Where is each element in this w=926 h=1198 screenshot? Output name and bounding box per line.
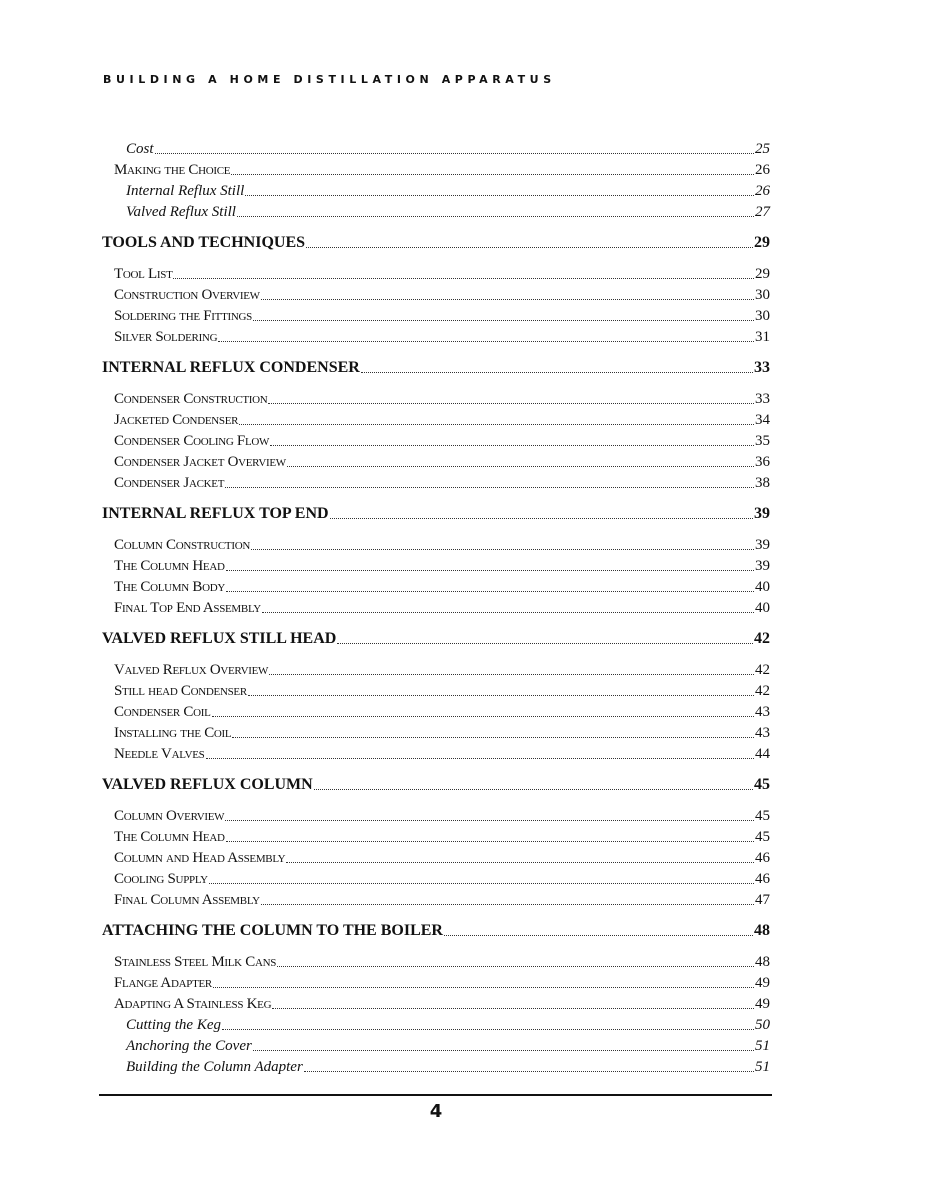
toc-entry-title: INTERNAL REFLUX CONDENSER	[102, 359, 360, 376]
dot-leader	[337, 643, 753, 644]
toc-entry-title: Silver Soldering	[114, 329, 218, 345]
dot-leader	[269, 674, 754, 675]
dot-leader	[155, 153, 754, 154]
toc-entry-page: 33	[754, 359, 770, 376]
toc-entry-page: 36	[755, 454, 770, 470]
toc-section-entry[interactable]	[102, 324, 770, 346]
dot-leader	[277, 966, 754, 967]
toc-section-entry[interactable]	[102, 741, 770, 763]
dot-leader	[213, 987, 754, 988]
dot-leader	[270, 445, 754, 446]
toc-section-entry[interactable]	[102, 699, 770, 721]
toc-section-entry[interactable]	[102, 803, 770, 825]
toc-entry-page: 26	[755, 183, 770, 199]
toc-entry-title: Internal Reflux Still	[126, 183, 245, 199]
toc-chapter-entry[interactable]	[102, 230, 770, 252]
toc-entry-page: 30	[755, 287, 770, 303]
toc-entry-page: 39	[754, 505, 770, 522]
dot-leader	[231, 174, 754, 175]
dot-leader	[239, 424, 754, 425]
toc-entry-page: 39	[755, 537, 770, 553]
toc-section-entry[interactable]	[102, 991, 770, 1013]
toc-entry-title: The Column Head	[114, 829, 225, 845]
toc-section-entry[interactable]	[102, 157, 770, 179]
toc-section-entry[interactable]	[102, 678, 770, 700]
toc-section-entry[interactable]	[102, 449, 770, 471]
toc-entry-page: 43	[755, 725, 770, 741]
dot-leader	[287, 466, 754, 467]
toc-entry-title: Valved Reflux Still	[126, 204, 236, 220]
toc-entry-title: Column Overview	[114, 808, 225, 824]
dot-leader	[306, 247, 753, 248]
toc-entry-page: 27	[755, 204, 770, 220]
toc-entry-page: 44	[755, 746, 770, 762]
toc-subsection-entry[interactable]	[102, 178, 770, 200]
toc-entry-title: Condenser Jacket Overview	[114, 454, 286, 470]
toc-entry-page: 31	[755, 329, 770, 345]
toc-subsection-entry[interactable]	[102, 199, 770, 221]
toc-section-entry[interactable]	[102, 720, 770, 742]
toc-section-entry[interactable]	[102, 595, 770, 617]
toc-entry-title: Column and Head Assembly	[114, 850, 286, 866]
dot-leader	[262, 612, 754, 613]
toc-entry-page: 39	[755, 558, 770, 574]
toc-entry-title: Condenser Coil	[114, 704, 211, 720]
dot-leader	[330, 518, 753, 519]
toc-entry-title: Final Column Assembly	[114, 892, 260, 908]
toc-section-entry[interactable]	[102, 303, 770, 325]
toc-entry-title: ATTACHING THE COLUMN TO THE BOILER	[102, 922, 443, 939]
toc-chapter-entry[interactable]	[102, 355, 770, 377]
toc-entry-page: 30	[755, 308, 770, 324]
dot-leader	[212, 716, 754, 717]
toc-entry-page: 26	[755, 162, 770, 178]
toc-section-entry[interactable]	[102, 970, 770, 992]
toc-section-entry[interactable]	[102, 261, 770, 283]
toc-entry-page: 46	[755, 871, 770, 887]
page-number: 4	[429, 1101, 443, 1122]
toc-entry-page: 42	[755, 662, 770, 678]
dot-leader	[173, 278, 754, 279]
toc-entry-title: Cost	[126, 141, 154, 157]
toc-entry-title: TOOLS AND TECHNIQUES	[102, 234, 306, 251]
toc-entry-page: 29	[755, 266, 770, 282]
toc-subsection-entry[interactable]	[102, 136, 770, 158]
toc-entry-page: 45	[755, 829, 770, 845]
toc-entry-title: Flange Adapter	[114, 975, 212, 991]
running-header: BUILDING A HOME DISTILLATION APPARATUS	[103, 73, 556, 86]
toc-section-entry[interactable]	[102, 428, 770, 450]
toc-entry-page: 46	[755, 850, 770, 866]
toc-entry-page: 34	[755, 412, 770, 428]
toc-entry-title: Installing the Coil	[114, 725, 232, 741]
dot-leader	[361, 372, 753, 373]
toc-section-entry[interactable]	[102, 657, 770, 679]
toc-entry-page: 51	[755, 1059, 770, 1075]
dot-leader	[248, 695, 754, 696]
toc-entry-page: 49	[755, 996, 770, 1012]
dot-leader	[226, 591, 754, 592]
toc-entry-title: Needle Valves	[114, 746, 205, 762]
dot-leader	[251, 549, 754, 550]
dot-leader	[444, 935, 753, 936]
toc-entry-page: 45	[754, 776, 770, 793]
toc-entry-title: Cooling Supply	[114, 871, 208, 887]
toc-entry-title: Soldering the Fittings	[114, 308, 252, 324]
toc-entry-page: 42	[754, 630, 770, 647]
toc-entry-title: Condenser Construction	[114, 391, 268, 407]
toc-subsection-entry[interactable]	[102, 1012, 770, 1034]
toc-entry-page: 33	[755, 391, 770, 407]
toc-entry-title: Anchoring the Cover	[126, 1038, 252, 1054]
toc-subsection-entry[interactable]	[102, 1033, 770, 1055]
dot-leader	[225, 820, 754, 821]
toc-section-entry[interactable]	[102, 553, 770, 575]
toc-entry-page: 47	[755, 892, 770, 908]
toc-entry-title: Final Top End Assembly	[114, 600, 261, 616]
toc-entry-title: Building the Column Adapter	[126, 1059, 303, 1075]
dot-leader	[261, 904, 754, 905]
toc-chapter-entry[interactable]	[102, 626, 770, 648]
dot-leader	[286, 862, 754, 863]
toc-entry-title: Construction Overview	[114, 287, 260, 303]
dot-leader	[209, 883, 754, 884]
toc-entry-title: Adapting A Stainless Keg	[114, 996, 272, 1012]
toc-entry-title: Cutting the Keg	[126, 1017, 221, 1033]
toc-entry-page: 42	[755, 683, 770, 699]
toc-entry-page: 48	[754, 922, 770, 939]
dot-leader	[218, 341, 754, 342]
footer-rule	[99, 1094, 772, 1096]
toc-entry-title: VALVED REFLUX STILL HEAD	[102, 630, 337, 647]
toc-entry-page: 38	[755, 475, 770, 491]
toc-entry-page: 48	[755, 954, 770, 970]
toc-entry-page: 51	[755, 1038, 770, 1054]
toc-section-entry[interactable]	[102, 407, 770, 429]
toc-chapter-entry[interactable]	[102, 501, 770, 523]
toc-entry-page: 49	[755, 975, 770, 991]
toc-subsection-entry[interactable]	[102, 1054, 770, 1076]
toc-entry-page: 50	[755, 1017, 770, 1033]
toc-entry-page: 45	[755, 808, 770, 824]
toc-section-entry[interactable]	[102, 532, 770, 554]
toc-entry-title: Still head Condenser	[114, 683, 247, 699]
toc-entry-title: Making the Choice	[114, 162, 231, 178]
toc-entry-title: VALVED REFLUX COLUMN	[102, 776, 313, 793]
toc-chapter-entry[interactable]	[102, 772, 770, 794]
dot-leader	[232, 737, 754, 738]
toc-entry-page: 25	[755, 141, 770, 157]
toc-section-entry[interactable]	[102, 282, 770, 304]
toc-entry-page: 29	[754, 234, 770, 251]
dot-leader	[261, 299, 754, 300]
dot-leader	[222, 1029, 754, 1030]
dot-leader	[226, 570, 754, 571]
toc-entry-title: Column Construction	[114, 537, 251, 553]
toc-section-entry[interactable]	[102, 949, 770, 971]
toc-section-entry[interactable]	[102, 824, 770, 846]
toc-section-entry[interactable]	[102, 574, 770, 596]
toc-entry-title: Jacketed Condenser	[114, 412, 239, 428]
toc-entry-title: Valved Reflux Overview	[114, 662, 269, 678]
dot-leader	[314, 789, 753, 790]
toc-entry-title: Condenser Cooling Flow	[114, 433, 270, 449]
dot-leader	[226, 841, 754, 842]
toc-entry-title: Stainless Steel Milk Cans	[114, 954, 277, 970]
toc-section-entry[interactable]	[102, 866, 770, 888]
toc-entry-title: The Column Body	[114, 579, 225, 595]
toc-entry-title: The Column Head	[114, 558, 225, 574]
dot-leader	[206, 758, 755, 759]
toc-section-entry[interactable]	[102, 470, 770, 492]
dot-leader	[225, 487, 754, 488]
toc-entry-page: 43	[755, 704, 770, 720]
dot-leader	[253, 320, 754, 321]
dot-leader	[253, 1050, 754, 1051]
toc-entry-page: 40	[755, 600, 770, 616]
toc-section-entry[interactable]	[102, 887, 770, 909]
dot-leader	[237, 216, 754, 217]
toc-section-entry[interactable]	[102, 386, 770, 408]
toc-entry-page: 40	[755, 579, 770, 595]
dot-leader	[304, 1071, 754, 1072]
toc-entry-title: Condenser Jacket	[114, 475, 225, 491]
dot-leader	[272, 1008, 754, 1009]
toc-entry-page: 35	[755, 433, 770, 449]
dot-leader	[245, 195, 754, 196]
toc-entry-title: Tool List	[114, 266, 173, 282]
toc-chapter-entry[interactable]	[102, 918, 770, 940]
toc-entry-title: INTERNAL REFLUX TOP END	[102, 505, 329, 522]
toc-section-entry[interactable]	[102, 845, 770, 867]
dot-leader	[268, 403, 754, 404]
